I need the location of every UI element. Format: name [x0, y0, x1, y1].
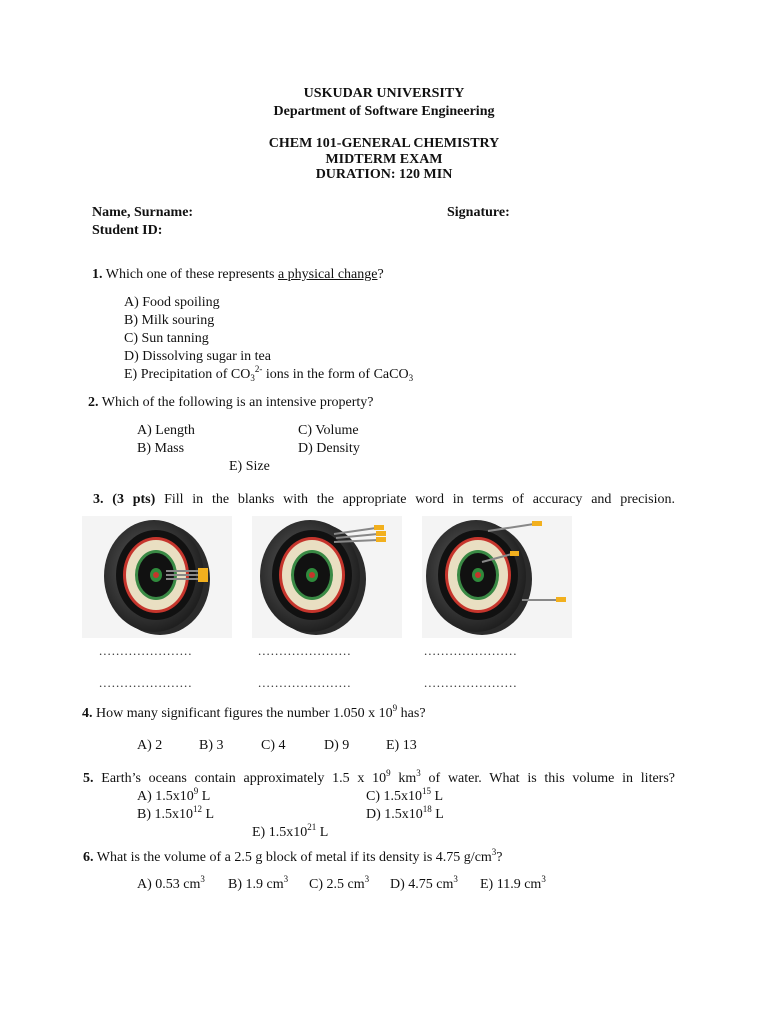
q6-option-c: C) 2.5 $cm^3$ [309, 874, 370, 892]
question-3: 3. (3 pts) Fill in the blanks with the appropriate word in terms of accuracy and precision. [93, 492, 676, 507]
blank-precision-2[interactable]: ...................... [258, 675, 352, 690]
q4-option-c: C) 4 [261, 738, 286, 753]
question-6: 6. What is the volume of a 2.5 g block of metal if its density is 4.75 $g/cm^3$? [83, 847, 503, 865]
blank-accuracy-2[interactable]: ...................... [258, 643, 352, 658]
q6-option-a: A) 0.53 $cm^3$ [137, 874, 205, 892]
question-2: 2. Which of the following is an intensive property? [88, 395, 374, 410]
q1-option-a: A) Food spoiling [124, 295, 220, 310]
q1-option-e: E) Precipitation of $CO_3^{2-}$ ions in the form of CaCO$_3$ [124, 364, 414, 383]
q4-option-a: A) 2 [137, 738, 163, 753]
q1-option-d: D) Dissolving sugar in tea [124, 349, 271, 364]
signature-label: Signature: [447, 205, 510, 220]
q2-option-a: A) Length [137, 423, 195, 438]
q5-option-c: C) $1.5x10^{15}$ L [366, 786, 444, 804]
question-5: 5. Earth’s oceans contain approximately 1.5 x $10^9$ $km^3$ of water. What is this volume in liters? [83, 768, 676, 786]
q6-option-e: E) 11.9 $cm^3$ [480, 874, 546, 892]
dartboard-image-3 [422, 516, 572, 638]
dartboard-image-1 [82, 516, 232, 638]
q5-option-d: D) $1.5x10^{18}$ L [366, 804, 444, 822]
q4-option-b: B) 3 [199, 738, 224, 753]
question-4: 4. How many significant figures the number 1.050 x $10^9$ has? [82, 703, 426, 721]
q5-option-e: E) $1.5x10^{21}$ L [252, 822, 329, 840]
question-1: 1. Which one of these represents a physical change? [92, 267, 384, 282]
q6-option-b: B) 1.9 $cm^3$ [228, 874, 289, 892]
q2-option-e: E) Size [229, 459, 270, 474]
duration: DURATION: 120 MIN [315, 167, 453, 182]
q2-option-b: B) Mass [137, 441, 185, 456]
q4-option-e: E) 13 [386, 738, 417, 753]
q4-option-d: D) 9 [324, 738, 350, 753]
blank-accuracy-3[interactable]: ...................... [424, 643, 518, 658]
blank-precision-3[interactable]: ...................... [424, 675, 518, 690]
question-number: 1. [92, 267, 103, 282]
q2-option-c: C) Volume [298, 423, 359, 438]
q6-option-d: D) 4.75 $cm^3$ [390, 874, 458, 892]
q1-option-b: B) Milk souring [124, 313, 215, 328]
dartboard-image-2 [252, 516, 402, 638]
exam-title: MIDTERM EXAM [325, 152, 443, 167]
underlined-phrase: a physical change [277, 267, 378, 282]
university-title: USKUDAR UNIVERSITY [303, 86, 465, 101]
q1-option-c: C) Sun tanning [124, 331, 209, 346]
q5-option-b: B) $1.5x10^{12}$ L [137, 804, 215, 822]
blank-accuracy-1[interactable]: ...................... [99, 643, 193, 658]
name-label: Name, Surname: [92, 205, 194, 220]
student-id-label: Student ID: [92, 223, 163, 238]
course-title: CHEM 101-GENERAL CHEMISTRY [268, 136, 500, 151]
blank-precision-1[interactable]: ...................... [99, 675, 193, 690]
q5-option-a: A) $1.5x10^9$ L [137, 786, 211, 804]
department-title: Department of Software Engineering [273, 104, 495, 119]
q2-option-d: D) Density [298, 441, 360, 456]
